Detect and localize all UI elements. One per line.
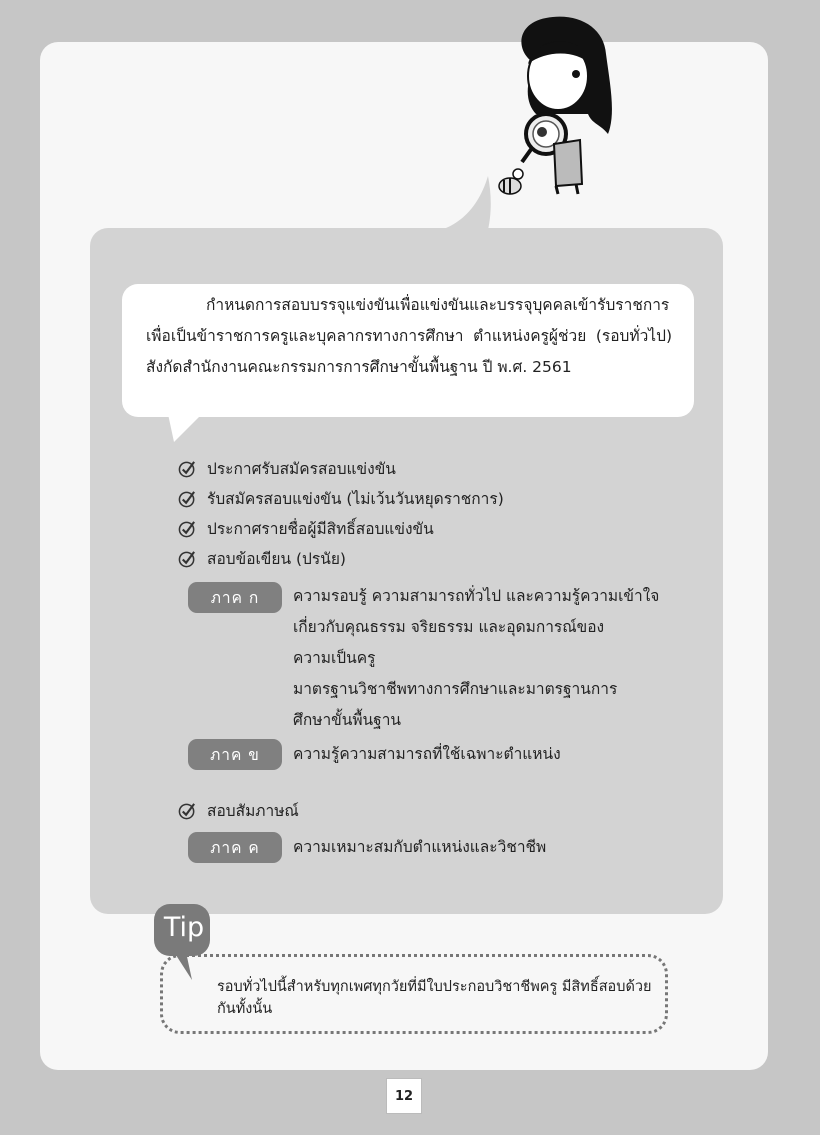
check-circle-icon (178, 519, 197, 538)
checklist-item-interview (178, 797, 299, 823)
section-a-line: มาตรฐานวิชาชีพทางการศึกษาและมาตรฐานการ (293, 680, 618, 698)
tip-label: Tip (163, 912, 205, 943)
intro-bubble-tail (168, 414, 202, 442)
section-a-line: ความรอบรู้ ความสามารถทั่วไป และความรู้ความเข้าใจ (293, 587, 660, 605)
check-circle-icon (178, 549, 197, 568)
section-a-line: ความเป็นครู (293, 649, 376, 667)
intro-text: กำหนดการสอบบรรจุแข่งขันเพื่อแข่งขันและบรรจุบุคคลเข้ารับราชการเพื่อเป็นข้าราชการครูและบุคลากรทางการศึกษา ตำแหน่งครูผู้ช่วย (รอบทั่วไป) สังกัดสำนักงานคณะกรรมการการศึกษาขั้นพื้นฐาน ปี พ.ศ. 2561 (146, 296, 672, 376)
section-c-description (293, 832, 673, 863)
check-circle-icon (178, 801, 197, 820)
checklist-item (178, 485, 504, 511)
section-c-pill: ภาค ค (188, 832, 282, 863)
tip-text: รอบทั่วไปนี้สำหรับทุกเพศทุกวัยที่มีใบประกอบวิชาชีพครู มีสิทธิ์สอบด้วยกันทั้งนั้น (217, 979, 652, 1017)
section-a-pill: ภาค ก (188, 582, 282, 613)
checklist-item (178, 455, 396, 481)
section-b-description (293, 739, 673, 770)
check-circle-icon (178, 489, 197, 508)
checklist-label: ประกาศรายชื่อผู้มีสิทธิ์สอบแข่งขัน (207, 519, 434, 538)
section-c-line: ความเหมาะสมกับตำแหน่งและวิชาชีพ (293, 838, 547, 856)
checklist-label: สอบข้อเขียน (ปรนัย) (207, 549, 346, 568)
checklist-item (178, 545, 346, 571)
intro-bubble (122, 284, 694, 417)
section-a-line: เกี่ยวกับคุณธรรม จริยธรรม และอุดมการณ์ของ (293, 618, 605, 636)
section-b-pill: ภาค ข (188, 739, 282, 770)
check-circle-icon (178, 459, 197, 478)
checklist-item (178, 515, 434, 541)
checklist-label: ประกาศรับสมัครสอบแข่งขัน (207, 459, 396, 478)
checklist-label: สอบสัมภาษณ์ (207, 801, 299, 820)
page-number: 12 (386, 1078, 422, 1114)
section-b-line: ความรู้ความสามารถที่ใช้เฉพาะตำแหน่ง (293, 745, 561, 763)
section-a-line: ศึกษาขั้นพื้นฐาน (293, 711, 402, 729)
girl-with-magnifier-mascot (496, 14, 620, 198)
section-a-description (293, 581, 673, 736)
checklist-label: รับสมัครสอบแข่งขัน (ไม่เว้นวันหยุดราชการ) (207, 489, 504, 508)
